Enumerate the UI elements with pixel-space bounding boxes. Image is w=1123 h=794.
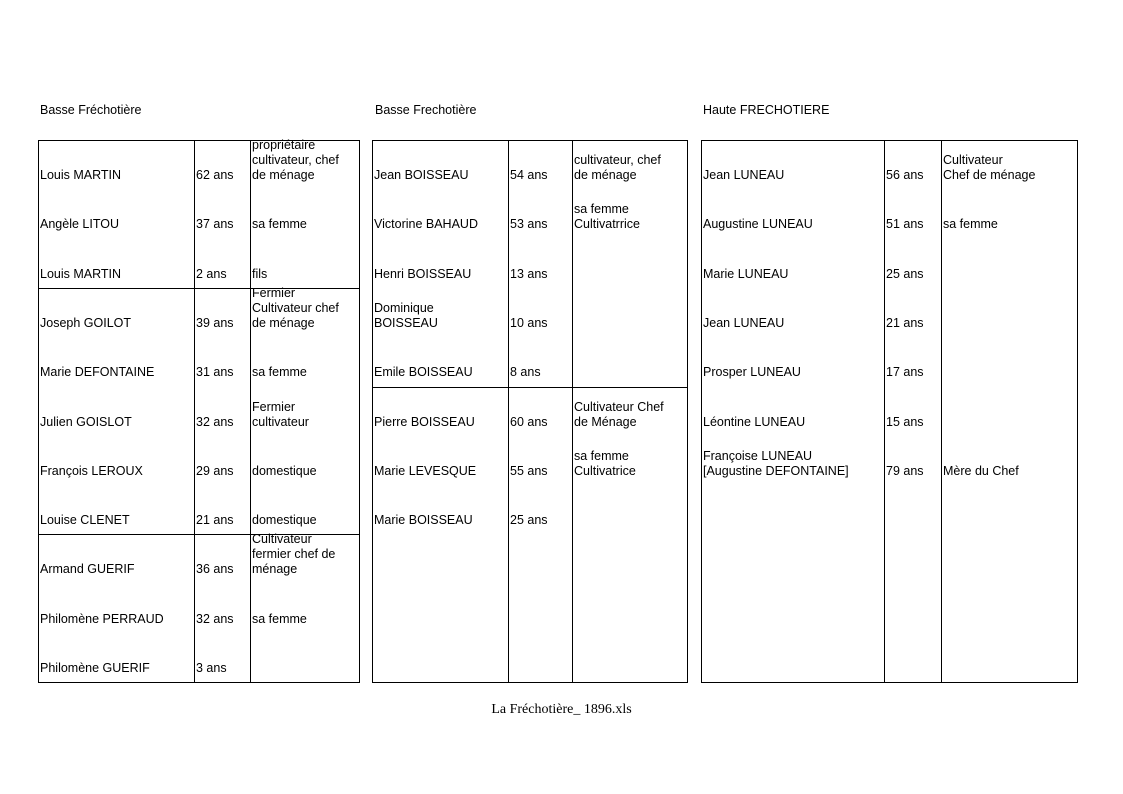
person-age: 79 ans xyxy=(886,464,924,478)
column-divider xyxy=(508,141,509,682)
person-age: 56 ans xyxy=(886,168,924,182)
column-divider xyxy=(884,141,885,682)
section-title: Basse Fréchotière xyxy=(40,103,142,117)
person-role: domestique xyxy=(252,513,317,527)
person-role: Fermier cultivateur xyxy=(252,400,309,429)
person-age: 10 ans xyxy=(510,316,548,330)
person-age: 36 ans xyxy=(196,562,234,576)
person-age: 55 ans xyxy=(510,464,548,478)
column-divider xyxy=(194,141,195,682)
person-role: Fermier Cultivateur chef de ménage xyxy=(252,286,339,330)
person-role: sa femme xyxy=(943,217,998,231)
person-name: Louis MARTIN xyxy=(40,267,122,281)
person-name: Prosper LUNEAU xyxy=(703,365,801,379)
person-name: Joseph GOILOT xyxy=(40,316,132,330)
person-age: 15 ans xyxy=(886,415,924,429)
person-name: Emile BOISSEAU xyxy=(374,365,473,379)
person-role xyxy=(943,240,1076,282)
person-name: Angèle LITOU xyxy=(40,217,119,231)
person-role xyxy=(943,388,1076,430)
person-role: sa femme xyxy=(252,365,307,379)
person-name: Armand GUERIF xyxy=(40,562,135,576)
person-name: Marie BOISSEAU xyxy=(374,513,473,527)
person-name: Léontine LUNEAU xyxy=(703,415,806,429)
person-name: Marie LEVESQUE xyxy=(374,464,477,478)
person-age: 25 ans xyxy=(510,513,548,527)
person-role: sa femme Cultivatrrice xyxy=(574,202,640,231)
person-age: 32 ans xyxy=(196,415,234,429)
person-name: Philomène GUERIF xyxy=(40,661,150,675)
person-role xyxy=(574,486,686,528)
household-table xyxy=(701,140,1078,683)
column-divider xyxy=(572,141,573,682)
person-name: Julien GOISLOT xyxy=(40,415,132,429)
person-age: 3 ans xyxy=(196,661,227,675)
person-role: sa femme xyxy=(252,217,307,231)
person-name: Victorine BAHAUD xyxy=(374,217,478,231)
household-table xyxy=(38,140,360,683)
person-role: cultivateur, chef de ménage xyxy=(574,153,661,182)
person-age: 31 ans xyxy=(196,365,234,379)
person-age: 51 ans xyxy=(886,217,924,231)
person-age: 29 ans xyxy=(196,464,234,478)
person-role: Cultivateur Chef de ménage xyxy=(943,153,1036,182)
person-role: Cultivateur Chef de Ménage xyxy=(574,400,664,429)
person-role: sa femme xyxy=(252,612,307,626)
person-age: 32 ans xyxy=(196,612,234,626)
person-role: Mère du Chef xyxy=(943,464,1019,478)
column-divider xyxy=(250,141,251,682)
person-name: Jean LUNEAU xyxy=(703,316,785,330)
person-age: 54 ans xyxy=(510,168,548,182)
person-age: 17 ans xyxy=(886,365,924,379)
person-name: Louis MARTIN xyxy=(40,168,122,182)
file-name-footer: La Fréchotière_ 1896.xls xyxy=(491,702,632,717)
person-age: 53 ans xyxy=(510,217,548,231)
person-age: 60 ans xyxy=(510,415,548,429)
person-role xyxy=(252,634,358,676)
person-name: Dominique BOISSEAU xyxy=(374,301,438,330)
person-role xyxy=(574,338,686,380)
person-name: François LEROUX xyxy=(40,464,143,478)
person-age: 21 ans xyxy=(886,316,924,330)
person-role: sa femme Cultivatrice xyxy=(574,449,636,478)
person-role: fils xyxy=(252,267,268,281)
person-age: 62 ans xyxy=(196,168,234,182)
person-name: Augustine LUNEAU xyxy=(703,217,813,231)
person-age: 39 ans xyxy=(196,316,234,330)
person-name: Pierre BOISSEAU xyxy=(374,415,475,429)
person-name: Henri BOISSEAU xyxy=(374,267,472,281)
person-role xyxy=(943,289,1076,331)
person-role xyxy=(574,289,686,331)
person-age: 21 ans xyxy=(196,513,234,527)
section-title: Haute FRECHOTIERE xyxy=(703,103,830,117)
person-role: domestique xyxy=(252,464,317,478)
section-title: Basse Frechotière xyxy=(375,103,477,117)
column-divider xyxy=(941,141,942,682)
person-age: 37 ans xyxy=(196,217,234,231)
person-age: 8 ans xyxy=(510,365,541,379)
person-age: 13 ans xyxy=(510,267,548,281)
person-name: Marie LUNEAU xyxy=(703,267,789,281)
person-role xyxy=(574,240,686,282)
person-name: Louise CLENET xyxy=(40,513,130,527)
person-name: Philomène PERRAUD xyxy=(40,612,164,626)
household-table xyxy=(372,140,688,683)
person-role: Cultivateur fermier chef de ménage xyxy=(252,532,336,576)
person-role: propriétaire cultivateur, chef de ménage xyxy=(252,138,339,182)
person-name: Jean LUNEAU xyxy=(703,168,785,182)
person-name: Françoise LUNEAU [Augustine DEFONTAINE] xyxy=(703,449,849,478)
person-name: Jean BOISSEAU xyxy=(374,168,469,182)
person-age: 25 ans xyxy=(886,267,924,281)
person-role xyxy=(943,338,1076,380)
person-name: Marie DEFONTAINE xyxy=(40,365,155,379)
person-age: 2 ans xyxy=(196,267,227,281)
